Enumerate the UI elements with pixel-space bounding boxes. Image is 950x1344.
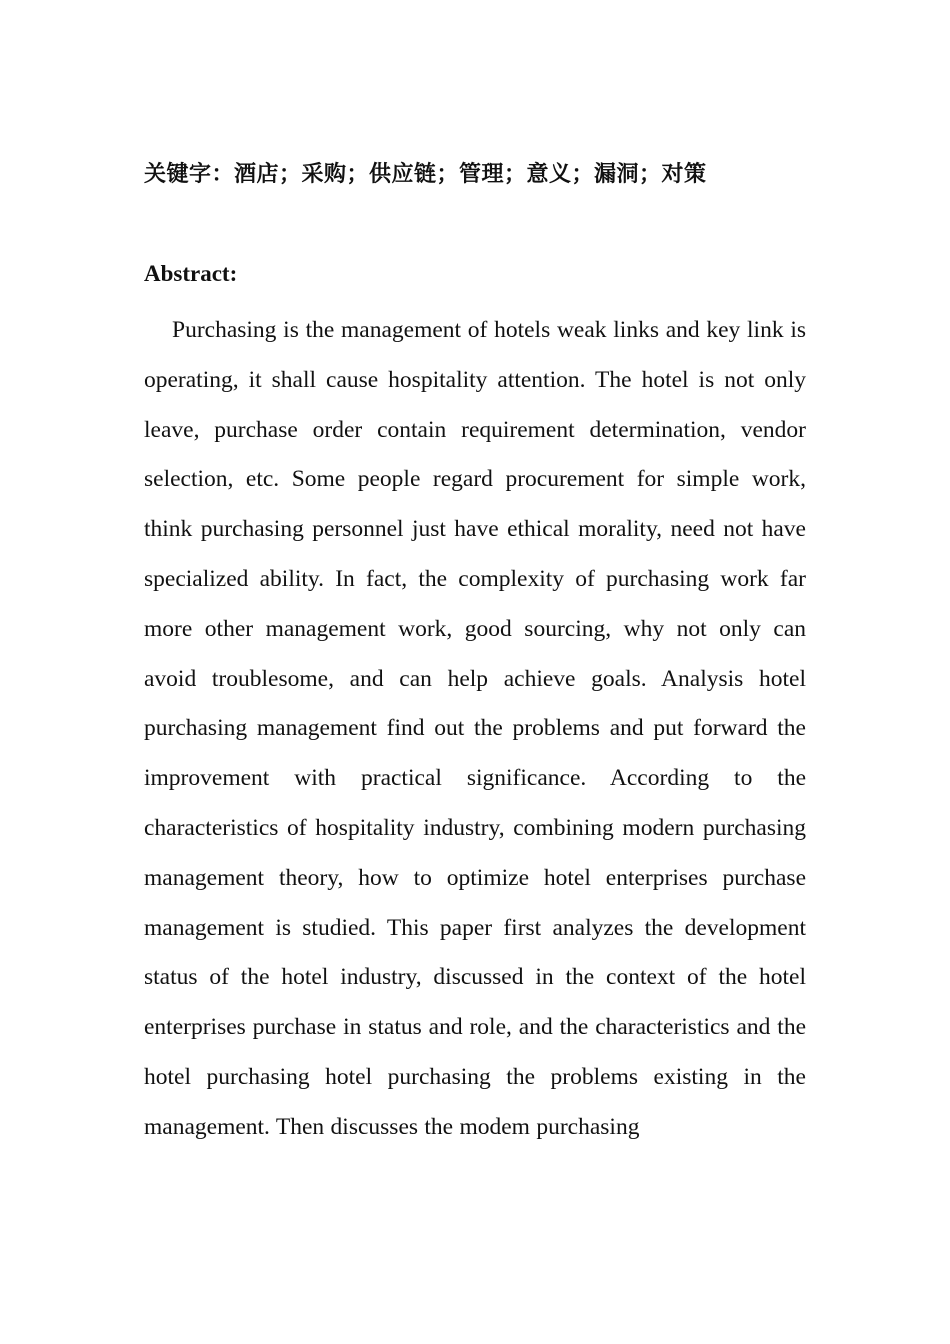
abstract-paragraph: Purchasing is the management of hotels weak links and key link is operating, it shall cause hospitality attention. The hotel is not only leave, purchase order contain requirement determination, vendor selection, etc. Some people regard procurement for simple work, think purchasing personnel just have ethical morality, need not have specialized ability. In fact, the complexity of purchasing work far more other management work, good sourcing, why not only can avoid troublesome, and can help achieve goals. Analysis hotel purchasing management find out the problems and put forward the improvement with practical significance. According to the characteristics of hospitality industry, combining modern purchasing management theory, how to optimize hotel enterprises purchase management is studied. This paper first analyzes the development status of the hotel industry, discussed in the context of the hotel enterprises purchase in status and role, and the characteristics and the hotel purchasing hotel purchasing the problems existing in the management. Then discusses the modem purchasing bbox=[144, 317, 806, 1140]
abstract-heading: Abstract: bbox=[144, 261, 238, 286]
keywords-line: 关键字：酒店；采购；供应链；管理；意义；漏洞；对策 bbox=[144, 162, 707, 187]
